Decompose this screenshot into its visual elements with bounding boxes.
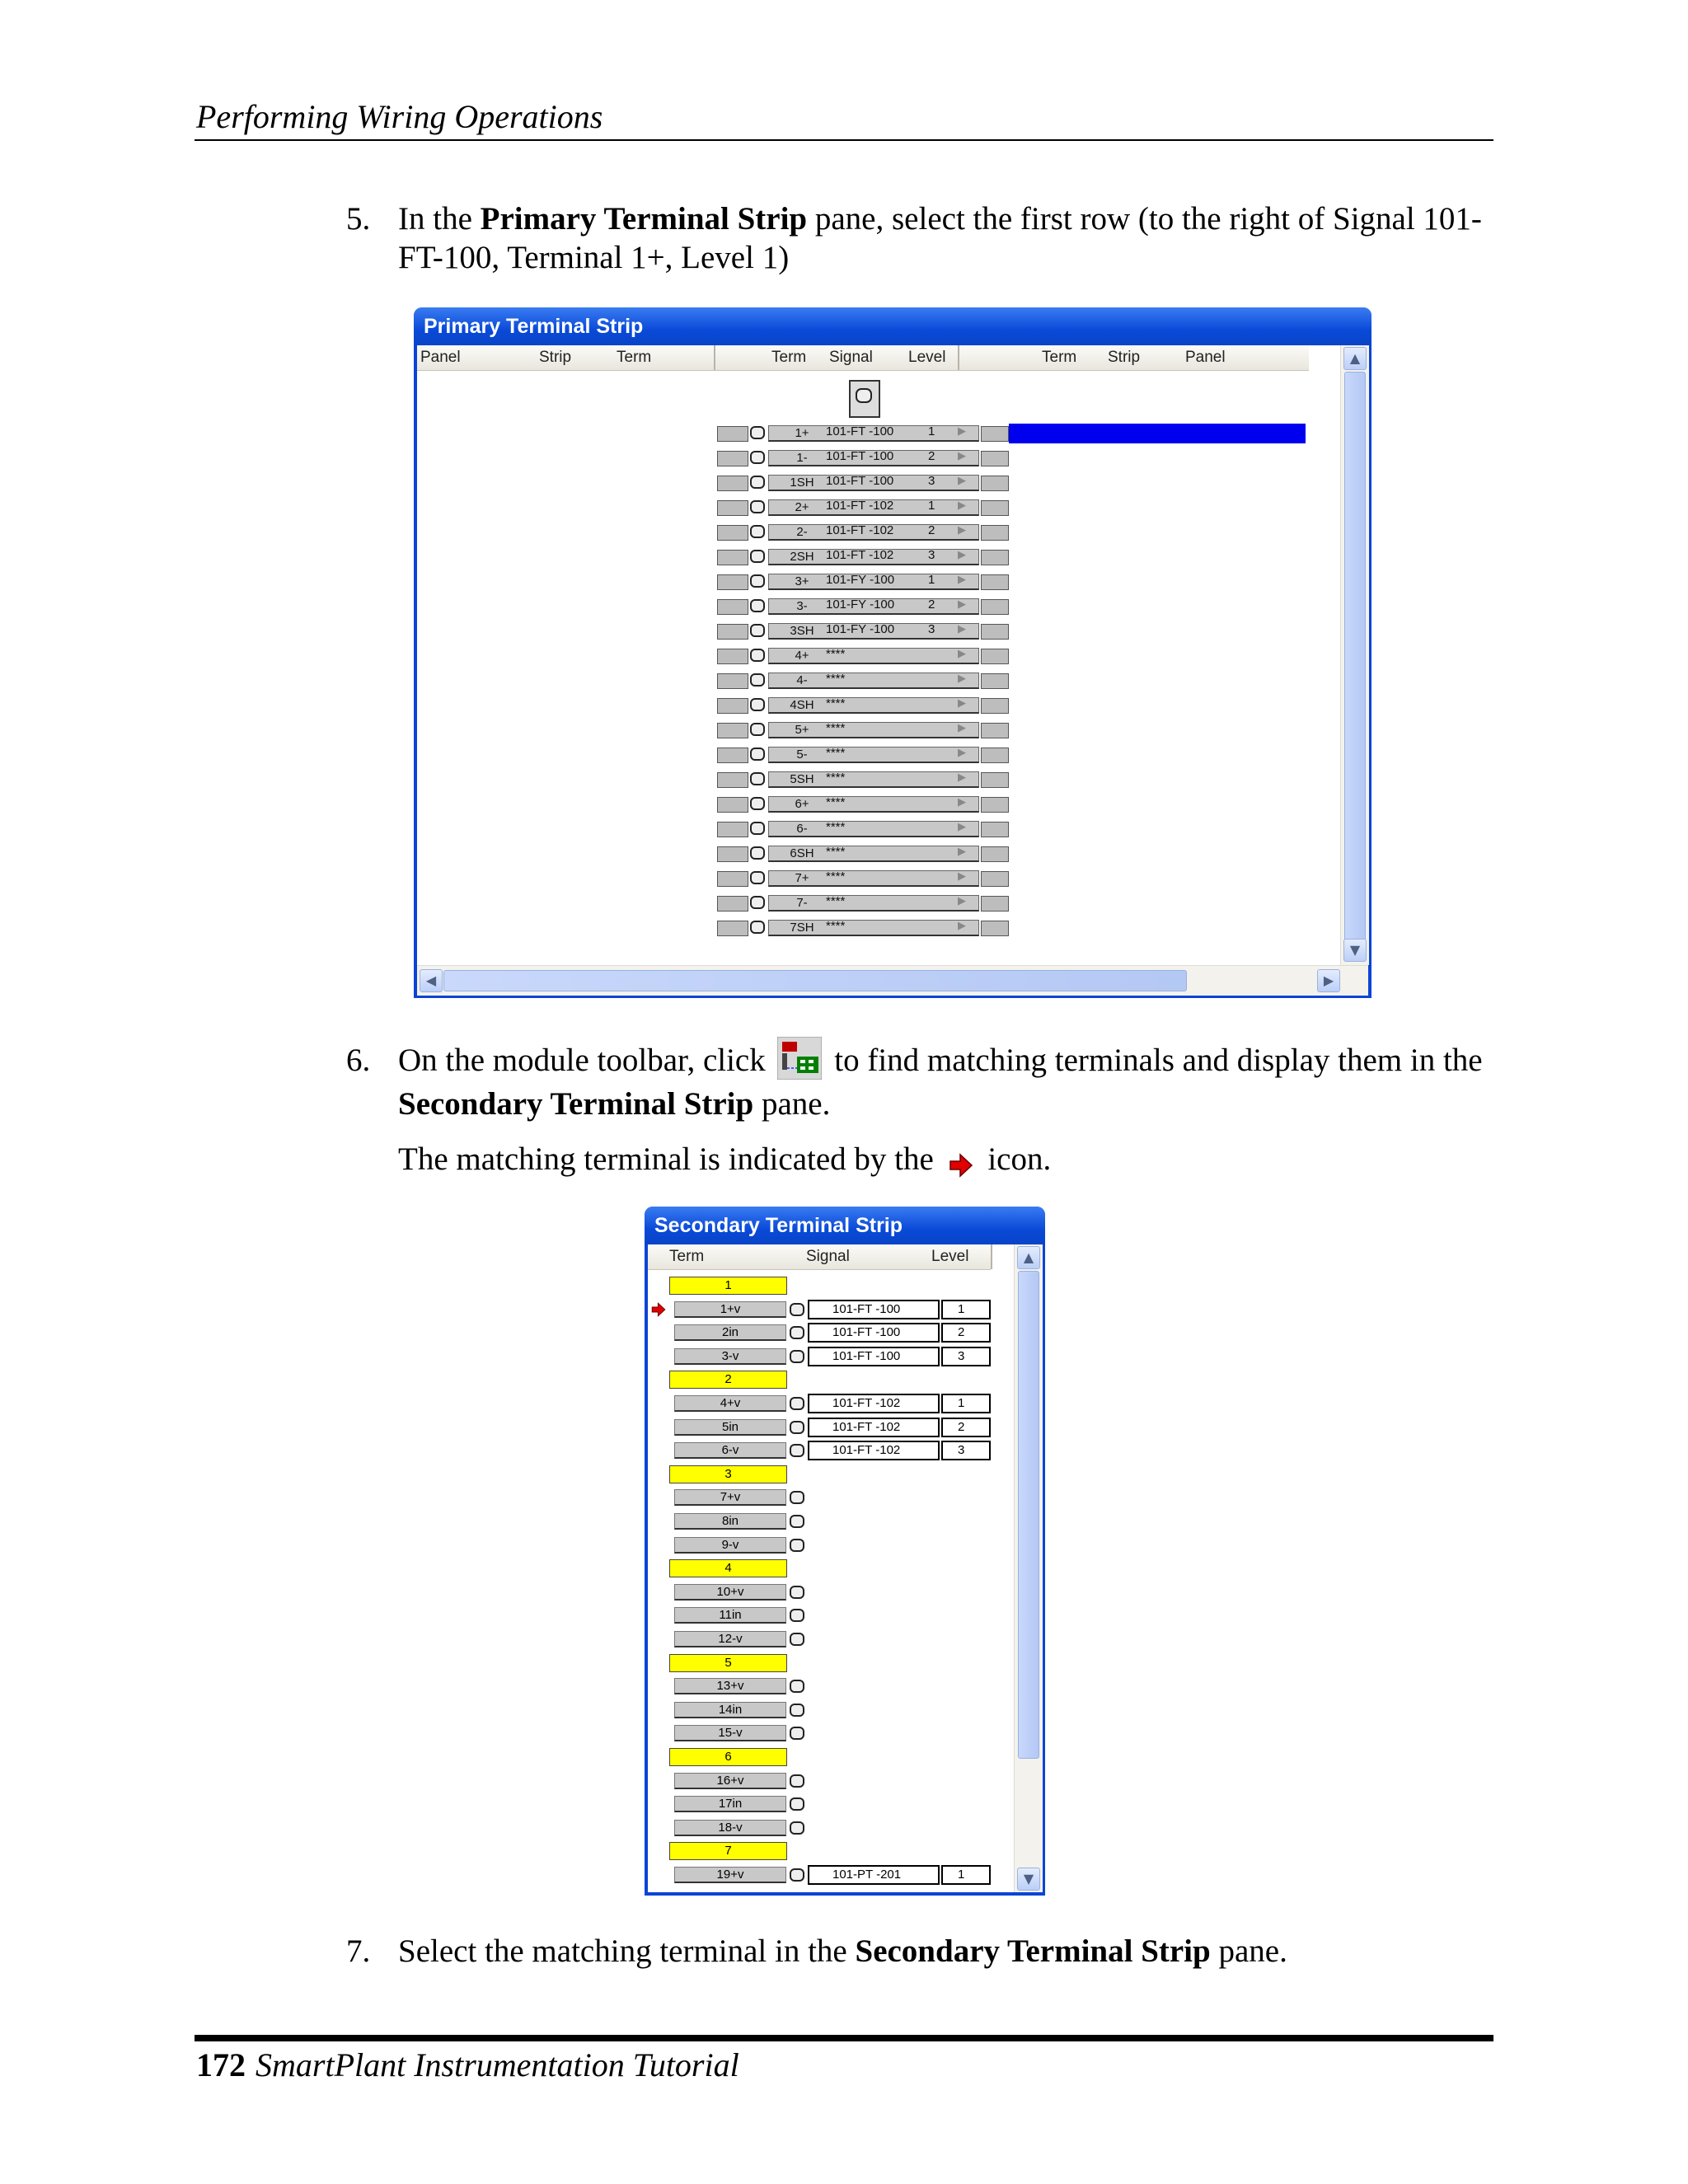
rail-icon <box>981 426 1009 442</box>
arrow-right-icon: ▶ <box>958 869 966 882</box>
signal-cell: **** <box>826 746 846 760</box>
rail-icon <box>981 599 1009 615</box>
col-level[interactable]: Level <box>908 349 946 366</box>
step-text-pre: In the <box>398 201 481 237</box>
secondary-column-header <box>648 1244 991 1270</box>
step-text <box>398 1041 1486 1123</box>
arrow-right-icon: ▶ <box>958 449 966 462</box>
secondary-terminal-row[interactable] <box>674 1794 1004 1814</box>
clamp-icon <box>750 673 765 687</box>
term-cell: 15-v <box>674 1725 786 1741</box>
arrow-right-icon: ▶ <box>958 622 966 635</box>
term-cell: 7+ <box>795 871 809 885</box>
signal-cell: **** <box>826 820 846 834</box>
rail-icon <box>717 500 748 516</box>
secondary-terminal-row[interactable] <box>674 1441 1004 1460</box>
step-text-post: pane. <box>1210 1933 1287 1969</box>
clamp-icon <box>750 550 765 563</box>
clamp-icon <box>790 1421 804 1434</box>
level-cell: 1 <box>928 424 935 438</box>
primary-terminal-row[interactable] <box>717 893 1009 913</box>
clamp-icon <box>790 1397 804 1410</box>
term-cell: 3SH <box>790 624 814 638</box>
rail-icon <box>717 649 748 664</box>
term-cell: 14in <box>674 1702 786 1718</box>
terminal-group-header[interactable]: 1 <box>669 1277 787 1295</box>
terminal-group-header[interactable]: 5 <box>669 1654 787 1672</box>
step-text-pre: Select the matching terminal in the <box>398 1933 856 1969</box>
primary-terminal-row[interactable] <box>717 547 1009 567</box>
step-text-bold: Secondary Terminal Strip <box>855 1933 1211 1969</box>
rail-icon <box>717 896 748 912</box>
signal-cell: 101-FT -100 <box>808 1323 940 1343</box>
rail-icon <box>717 698 748 714</box>
scroll-down-button[interactable]: ▼ <box>1017 1868 1040 1891</box>
clamp-icon <box>790 1704 804 1717</box>
arrow-right-icon: ▶ <box>958 771 966 783</box>
clamp-icon <box>790 1727 804 1740</box>
term-cell: 2in <box>674 1324 786 1341</box>
signal-cell: 101-FT -100 <box>826 424 894 438</box>
term-cell: 5in <box>674 1419 786 1436</box>
arrow-right-icon: ▶ <box>958 573 966 585</box>
step-text-bold: Primary Terminal Strip <box>480 201 808 237</box>
clamp-icon <box>750 896 765 909</box>
clamp-icon <box>750 476 765 489</box>
arrow-right-icon: ▶ <box>958 424 966 437</box>
secondary-vertical-scrollbar[interactable] <box>1014 1244 1043 1892</box>
secondary-terminal-row[interactable] <box>674 1700 1004 1720</box>
col-term[interactable]: Term <box>617 349 652 366</box>
clamp-icon <box>750 649 765 662</box>
scroll-left-button[interactable]: ◀ <box>420 969 443 992</box>
column-divider <box>714 345 715 370</box>
clamp-icon <box>750 772 765 785</box>
clamp-icon <box>750 574 765 588</box>
rail-icon <box>717 525 748 541</box>
clamp-icon <box>750 426 765 439</box>
term-cell: 6-v <box>674 1442 786 1459</box>
rail-icon <box>981 649 1009 664</box>
clamp-icon <box>790 1491 804 1504</box>
clamp-icon <box>750 748 765 761</box>
rail-icon <box>717 550 748 565</box>
secondary-terminal-row[interactable] <box>674 1865 1004 1885</box>
step-text-pre: On the module toolbar, click <box>398 1043 774 1078</box>
rail-icon <box>717 748 748 763</box>
step-text-bold: Secondary Terminal Strip <box>398 1086 754 1122</box>
secondary-terminal-row[interactable] <box>674 1535 1004 1555</box>
primary-terminal-row[interactable] <box>717 794 1009 814</box>
signal-cell: **** <box>826 672 846 686</box>
scroll-right-button[interactable]: ▶ <box>1317 969 1340 992</box>
term-cell: 13+v <box>674 1678 786 1694</box>
signal-cell: 101-FT -100 <box>826 449 894 463</box>
term-cell: 4+ <box>795 649 809 663</box>
term-cell: 19+v <box>674 1867 786 1883</box>
term-cell: 1+v <box>674 1301 786 1318</box>
clamp-icon <box>790 1539 804 1552</box>
rail-icon <box>717 871 748 887</box>
clamp-icon <box>750 599 765 612</box>
rail-icon <box>717 822 748 837</box>
term-cell: 11in <box>674 1607 786 1624</box>
terminal-group-header[interactable]: 6 <box>669 1748 787 1766</box>
rail-icon <box>717 921 748 936</box>
term-cell: 1SH <box>790 476 814 490</box>
rail-icon <box>717 673 748 689</box>
rail-icon <box>981 921 1009 936</box>
page-number: 172 <box>196 2046 246 2083</box>
signal-cell: **** <box>826 771 846 785</box>
signal-cell: 101-FT -102 <box>808 1441 940 1460</box>
signal-cell: 101-FT -100 <box>808 1347 940 1366</box>
arrow-right-icon: ▶ <box>958 795 966 808</box>
arrow-right-icon: ▶ <box>958 721 966 733</box>
secondary-terminal-row[interactable] <box>674 1347 1004 1366</box>
arrow-right-icon: ▶ <box>958 548 966 560</box>
primary-terminal-row[interactable] <box>717 720 1009 740</box>
scroll-down-button[interactable]: ▼ <box>1343 939 1367 962</box>
clamp-icon <box>750 500 765 513</box>
clamp-icon <box>790 1797 804 1811</box>
signal-cell: 101-FT -102 <box>826 548 894 562</box>
level-cell: 1 <box>928 499 935 513</box>
clamp-icon <box>790 1444 804 1457</box>
signal-cell: **** <box>826 696 846 710</box>
rail-icon <box>717 624 748 640</box>
term-cell: 1+ <box>795 426 809 440</box>
signal-cell: 101-FY -100 <box>826 622 895 636</box>
step-number: 7. <box>346 1933 371 1969</box>
rail-icon <box>981 525 1009 541</box>
note-pre: The matching terminal is indicated by the <box>398 1141 942 1177</box>
primary-terminal-row[interactable] <box>717 621 1009 641</box>
rail-icon <box>981 574 1009 590</box>
rail-icon <box>717 574 748 590</box>
clamp-icon <box>790 1680 804 1693</box>
clamp-icon <box>750 723 765 736</box>
term-cell: 2+ <box>795 500 809 514</box>
level-cell: 1 <box>941 1394 991 1413</box>
secondary-terminal-row[interactable] <box>674 1488 1004 1507</box>
scroll-up-button[interactable]: ▲ <box>1017 1246 1040 1269</box>
secondary-terminal-row[interactable] <box>674 1818 1004 1838</box>
primary-terminal-row[interactable] <box>717 597 1009 616</box>
term-cell: 8in <box>674 1513 786 1530</box>
signal-cell: 101-FY -100 <box>826 598 895 612</box>
column-divider <box>958 345 959 370</box>
secondary-terminal-row[interactable] <box>674 1323 1004 1343</box>
term-cell: 7SH <box>790 921 814 935</box>
col-strip[interactable]: Strip <box>539 349 572 366</box>
primary-terminal-row[interactable] <box>717 844 1009 864</box>
primary-terminal-row[interactable] <box>717 572 1009 592</box>
col-level[interactable]: Level <box>931 1248 969 1265</box>
col-panel[interactable]: Panel <box>420 349 461 366</box>
clamp-icon <box>790 1633 804 1646</box>
step-number: 6. <box>346 1043 371 1078</box>
scroll-thumb[interactable] <box>443 970 1187 991</box>
selected-row-highlight[interactable] <box>1009 424 1306 443</box>
primary-terminal-row[interactable] <box>717 424 1009 443</box>
rail-icon <box>717 426 748 442</box>
primary-terminal-row[interactable] <box>717 646 1009 666</box>
rail-icon <box>717 476 748 491</box>
rail-icon <box>981 624 1009 640</box>
clamp-icon <box>750 698 765 711</box>
rail-icon <box>717 599 748 615</box>
primary-terminal-row[interactable] <box>717 696 1009 715</box>
rail-icon <box>717 451 748 466</box>
rail-icon <box>981 698 1009 714</box>
scroll-up-button[interactable]: ▲ <box>1343 347 1367 370</box>
rail-icon <box>981 846 1009 862</box>
arrow-right-icon: ▶ <box>958 919 966 931</box>
level-cell: 1 <box>941 1865 991 1885</box>
rail-icon <box>981 723 1009 738</box>
primary-column-header <box>417 345 1309 371</box>
rail-icon <box>981 476 1009 491</box>
rail-icon <box>981 451 1009 466</box>
col-signal[interactable]: Signal <box>806 1248 850 1265</box>
arrow-right-icon: ▶ <box>958 598 966 610</box>
clamp-icon <box>790 1350 804 1363</box>
signal-cell: **** <box>826 795 846 809</box>
rail-icon <box>981 673 1009 689</box>
clamp-icon <box>750 921 765 934</box>
signal-cell: **** <box>826 869 846 883</box>
secondary-terminal-row[interactable] <box>674 1676 1004 1696</box>
term-cell: 4- <box>796 673 808 687</box>
term-cell: 4+v <box>674 1395 786 1412</box>
term-cell: 2- <box>796 525 808 539</box>
level-cell: 2 <box>928 598 935 612</box>
primary-terminal-row[interactable] <box>717 498 1009 518</box>
term-cell: 9-v <box>674 1537 786 1554</box>
terminal-group-header[interactable]: 7 <box>669 1842 787 1860</box>
primary-terminal-row[interactable] <box>717 671 1009 691</box>
level-cell: 2 <box>928 523 935 537</box>
level-cell: 1 <box>928 573 935 587</box>
page-footer <box>196 2046 739 2084</box>
primary-terminal-row[interactable] <box>717 869 1009 888</box>
term-cell: 3+ <box>795 574 809 588</box>
term-cell: 18-v <box>674 1820 786 1836</box>
clamp-icon <box>790 1586 804 1599</box>
rail-icon <box>717 723 748 738</box>
signal-cell: **** <box>826 721 846 735</box>
red-arrow-icon <box>949 1148 973 1173</box>
signal-cell: **** <box>826 894 846 908</box>
arrow-right-icon: ▶ <box>958 523 966 536</box>
term-cell: 6+ <box>795 797 809 811</box>
step-text <box>398 1932 1486 1971</box>
signal-cell: 101-FT -100 <box>826 474 894 488</box>
term-cell: 10+v <box>674 1584 786 1601</box>
step-text <box>398 199 1486 277</box>
clamp-icon <box>750 525 765 538</box>
col-term[interactable]: Term <box>1042 349 1077 366</box>
secondary-terminal-row[interactable] <box>674 1511 1004 1531</box>
level-cell: 2 <box>928 449 935 463</box>
clamp-icon <box>790 1609 804 1622</box>
term-cell: 6SH <box>790 846 814 860</box>
clamp-icon <box>790 1821 804 1835</box>
primary-terminal-row[interactable] <box>717 523 1009 542</box>
secondary-terminal-row[interactable] <box>674 1723 1004 1743</box>
rail-icon <box>981 748 1009 763</box>
secondary-terminal-row[interactable] <box>674 1394 1004 1413</box>
arrow-right-icon: ▶ <box>958 746 966 758</box>
level-cell: 3 <box>928 474 935 488</box>
footer-rule <box>195 2035 1493 2041</box>
signal-cell: 101-FT -102 <box>808 1418 940 1437</box>
term-cell: 17in <box>674 1796 786 1812</box>
col-strip[interactable]: Strip <box>1108 349 1141 366</box>
step-text-post: pane. <box>753 1086 831 1122</box>
rail-icon <box>981 772 1009 788</box>
col-term[interactable]: Term <box>771 349 807 366</box>
secondary-terminal-row[interactable] <box>674 1300 1004 1319</box>
running-header: Performing Wiring Operations <box>196 98 603 135</box>
terminal-group-header[interactable]: 4 <box>669 1559 787 1577</box>
clamp-icon <box>790 1303 804 1316</box>
window-title: Secondary Terminal Strip <box>645 1207 1045 1244</box>
term-cell: 4SH <box>790 698 814 712</box>
primary-terminal-row[interactable] <box>717 448 1009 468</box>
clamp-icon <box>750 797 765 810</box>
clamp-icon <box>750 822 765 835</box>
terminal-group-header[interactable]: 2 <box>669 1371 787 1389</box>
step-text-post: pane, select the first row (to the right of Signal 101-FT-100, Terminal 1+, Level 1) <box>398 201 1482 275</box>
signal-cell: **** <box>826 919 846 933</box>
rail-icon <box>981 871 1009 887</box>
rail-icon <box>717 797 748 813</box>
rail-icon <box>981 822 1009 837</box>
level-cell: 3 <box>941 1347 991 1366</box>
find-matching-terminals-icon <box>777 1037 822 1080</box>
primary-vertical-scrollbar[interactable] <box>1340 345 1369 965</box>
primary-terminal-row[interactable] <box>717 473 1009 493</box>
term-cell: 16+v <box>674 1773 786 1789</box>
col-term[interactable]: Term <box>669 1248 705 1265</box>
rail-icon <box>717 846 748 862</box>
term-cell: 6- <box>796 822 808 836</box>
term-cell: 7+v <box>674 1489 786 1506</box>
arrow-right-icon: ▶ <box>958 696 966 709</box>
col-signal[interactable]: Signal <box>829 349 873 366</box>
term-cell: 5SH <box>790 772 814 786</box>
step-number: 5. <box>346 201 371 237</box>
level-cell: 3 <box>928 622 935 636</box>
note-post: icon. <box>979 1141 1052 1177</box>
arrow-right-icon: ▶ <box>958 845 966 857</box>
note-text <box>398 1140 1486 1179</box>
arrow-right-icon: ▶ <box>958 647 966 659</box>
window-title: Primary Terminal Strip <box>414 307 1372 345</box>
arrow-right-icon: ▶ <box>958 894 966 907</box>
rail-icon <box>717 772 748 788</box>
term-cell: 12-v <box>674 1631 786 1647</box>
level-cell: 1 <box>941 1300 991 1319</box>
clamp-icon <box>790 1774 804 1788</box>
clamp-icon <box>790 1515 804 1528</box>
level-cell: 3 <box>941 1441 991 1460</box>
term-cell: 3- <box>796 599 808 613</box>
signal-cell: **** <box>826 647 846 661</box>
book-title: SmartPlant Instrumentation Tutorial <box>256 2046 739 2083</box>
primary-terminal-row[interactable] <box>717 819 1009 839</box>
clamp-icon <box>856 388 872 403</box>
term-cell: 5- <box>796 748 808 762</box>
terminal-group-header[interactable]: 3 <box>669 1465 787 1483</box>
signal-cell: 101-FT -100 <box>808 1300 940 1319</box>
arrow-right-icon: ▶ <box>958 672 966 684</box>
clamp-icon <box>790 1868 804 1882</box>
secondary-terminal-row[interactable] <box>674 1771 1004 1791</box>
secondary-terminal-row[interactable] <box>674 1629 1004 1649</box>
arrow-right-icon: ▶ <box>958 474 966 486</box>
arrow-right-icon: ▶ <box>958 820 966 832</box>
scroll-thumb[interactable] <box>1344 372 1366 957</box>
strip-end-marker <box>849 380 880 418</box>
col-panel[interactable]: Panel <box>1185 349 1226 366</box>
secondary-terminal-row[interactable] <box>674 1582 1004 1602</box>
signal-cell: **** <box>826 845 846 859</box>
term-cell: 5+ <box>795 723 809 737</box>
secondary-terminal-row[interactable] <box>674 1418 1004 1437</box>
signal-cell: 101-FT -102 <box>826 523 894 537</box>
arrow-right-icon: ▶ <box>958 499 966 511</box>
signal-cell: 101-PT -201 <box>808 1865 940 1885</box>
level-cell: 2 <box>941 1323 991 1343</box>
rail-icon <box>981 550 1009 565</box>
signal-cell: 101-FY -100 <box>826 573 895 587</box>
clamp-icon <box>790 1326 804 1339</box>
rail-icon <box>981 500 1009 516</box>
term-cell: 2SH <box>790 550 814 564</box>
term-cell: 3-v <box>674 1348 786 1365</box>
match-arrow-icon <box>651 1302 666 1321</box>
rail-icon <box>981 896 1009 912</box>
signal-cell: 101-FT -102 <box>826 499 894 513</box>
rail-icon <box>981 797 1009 813</box>
secondary-terminal-row[interactable] <box>674 1605 1004 1625</box>
primary-terminal-row[interactable] <box>717 745 1009 765</box>
primary-terminal-row[interactable] <box>717 770 1009 790</box>
step-text-post: to find matching terminals and display them in the <box>826 1043 1483 1078</box>
primary-horizontal-scrollbar[interactable] <box>417 965 1368 996</box>
level-cell: 2 <box>941 1418 991 1437</box>
header-rule <box>195 139 1493 141</box>
term-cell: 1- <box>796 451 808 465</box>
scroll-thumb[interactable] <box>1018 1271 1039 1759</box>
clamp-icon <box>750 624 765 637</box>
level-cell: 3 <box>928 548 935 562</box>
primary-terminal-row[interactable] <box>717 918 1009 938</box>
clamp-icon <box>750 871 765 884</box>
term-cell: 7- <box>796 896 808 910</box>
clamp-icon <box>750 451 765 464</box>
signal-cell: 101-FT -102 <box>808 1394 940 1413</box>
clamp-icon <box>750 846 765 860</box>
column-divider <box>991 1244 992 1269</box>
